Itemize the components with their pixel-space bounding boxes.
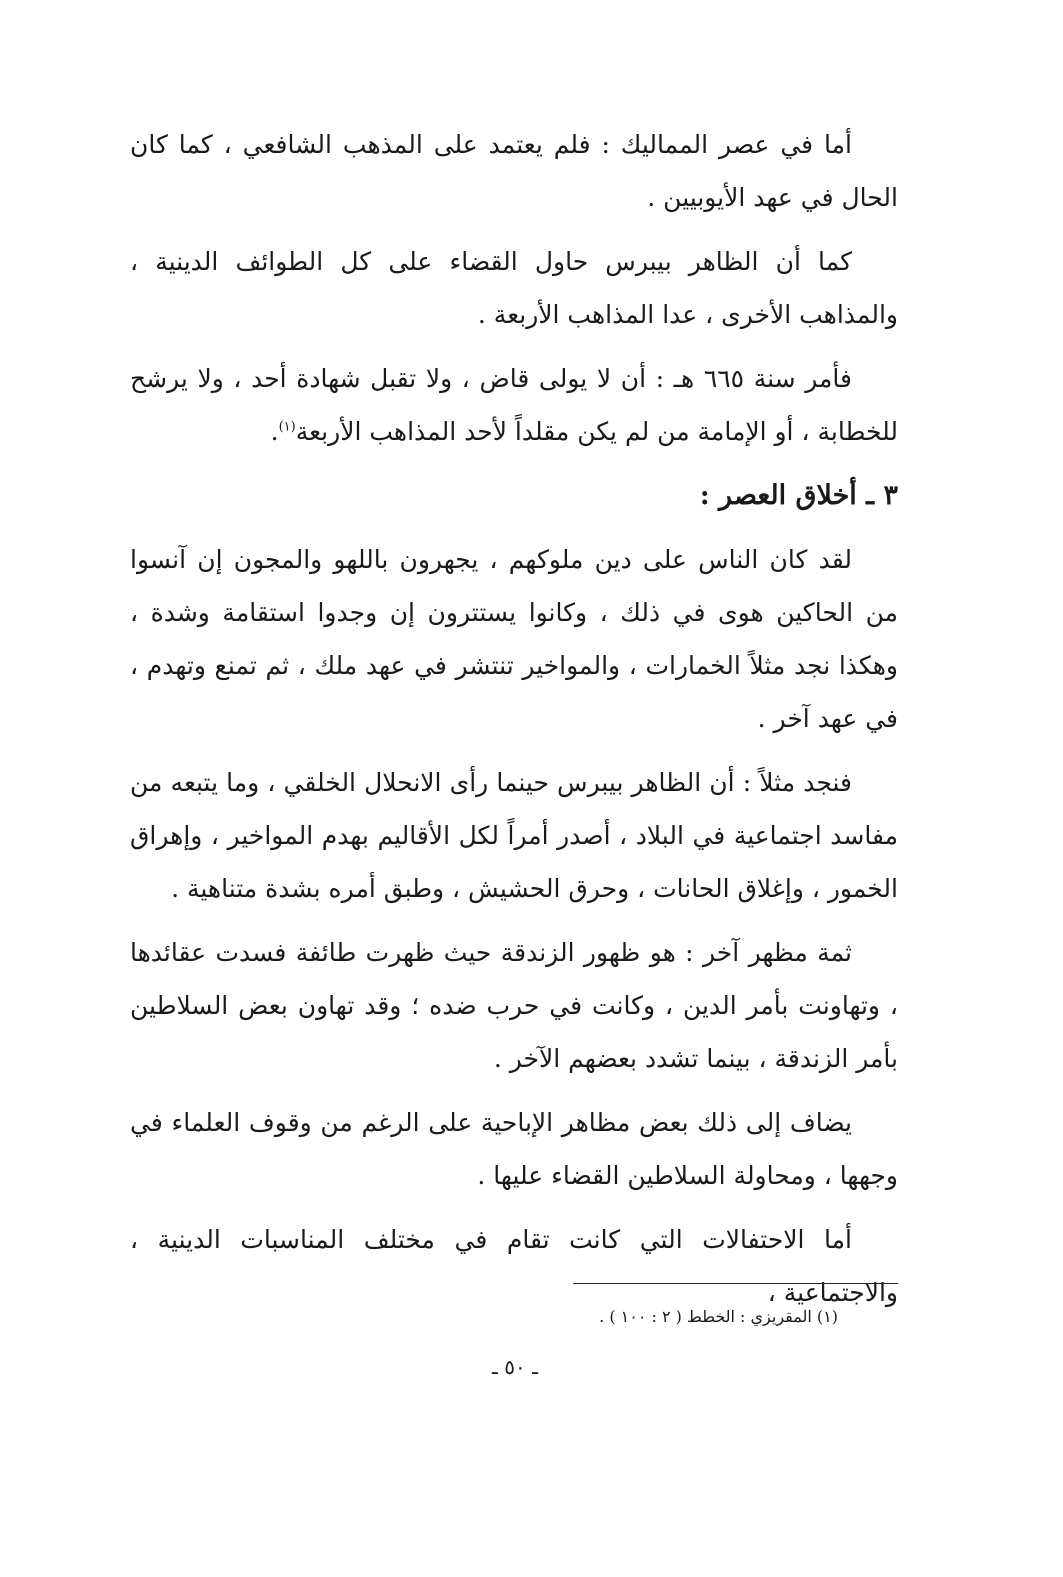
paragraph-3 — [130, 352, 898, 458]
paragraph-8-text: أما الاحتفالات التي كانت تقام في مختلف المناسبات الدينية ، والاجتماعية ، — [130, 1225, 898, 1307]
paragraph-4-text: لقد كان الناس على دين ملوكهم ، يجهرون باللهو والمجون إن آنسوا من الحاكين هوى في ذلك ، وكانوا يستترون إن وجدوا استقامة وشدة ، وهكذا نجد مثلاً الخمارات ، والمواخير تنتشر في عهد ملك ، ثم تمنع وتهدم ، في عهد آخر . — [130, 545, 898, 733]
paragraph-5-text: فنجد مثلاً : أن الظاهر بيبرس حينما رأى الانحلال الخلقي ، وما يتبعه من مفاسد اجتماعية في البلاد ، أصدر أمراً لكل الأقاليم بهدم المواخير ، وإهراق الخمور ، وإغلاق الحانات ، وحرق الحشيش ، وطبق أمره بشدة متناهية . — [130, 768, 898, 903]
paragraph-6-text: ثمة مظهر آخر : هو ظهور الزندقة حيث ظهرت طائفة فسدت عقائدها ، وتهاونت بأمر الدين ، وكانت في حرب ضده ؛ وقد تهاون بعض السلاطين بأمر الزندقة ، بينما تشدد بعضهم الآخر . — [130, 938, 898, 1073]
page-number: ـ ٥٠ ـ — [492, 1355, 538, 1379]
footnote: (١) المقريزي : الخطط ( ٢ : ١٠٠ ) . — [599, 1307, 838, 1326]
footnote-separator — [573, 1283, 898, 1284]
paragraph-6 — [130, 926, 898, 1085]
page-body — [130, 118, 898, 1330]
paragraph-7 — [130, 1096, 898, 1202]
paragraph-4 — [130, 533, 898, 745]
paragraph-2-text: كما أن الظاهر بيبرس حاول القضاء على كل الطوائف الدينية ، والمذاهب الأخرى ، عدا المذاهب الأربعة . — [130, 247, 898, 329]
paragraph-7-text: يضاف إلى ذلك بعض مظاهر الإباحية على الرغم من وقوف العلماء في وجهها ، ومحاولة السلاطين القضاء عليها . — [130, 1108, 898, 1190]
paragraph-2 — [130, 235, 898, 341]
paragraph-1-text: أما في عصر المماليك : فلم يعتمد على المذهب الشافعي ، كما كان الحال في عهد الأيوبيين . — [130, 130, 898, 212]
paragraph-3-text: فأمر سنة ٦٦٥ هـ : أن لا يولى قاض ، ولا تقبل شهادة أحد ، ولا يرشح للخطابة ، أو الإمامة من لم يكن مقلداً لأحد المذاهب الأربعة — [130, 364, 898, 446]
paragraph-8 — [130, 1213, 898, 1319]
paragraph-1 — [130, 118, 898, 224]
section-heading: ٣ ـ أخلاق العصر : — [699, 480, 898, 511]
paragraph-3-tail: . — [270, 417, 279, 446]
footnote-reference: (١) — [278, 419, 296, 435]
paragraph-5 — [130, 756, 898, 915]
